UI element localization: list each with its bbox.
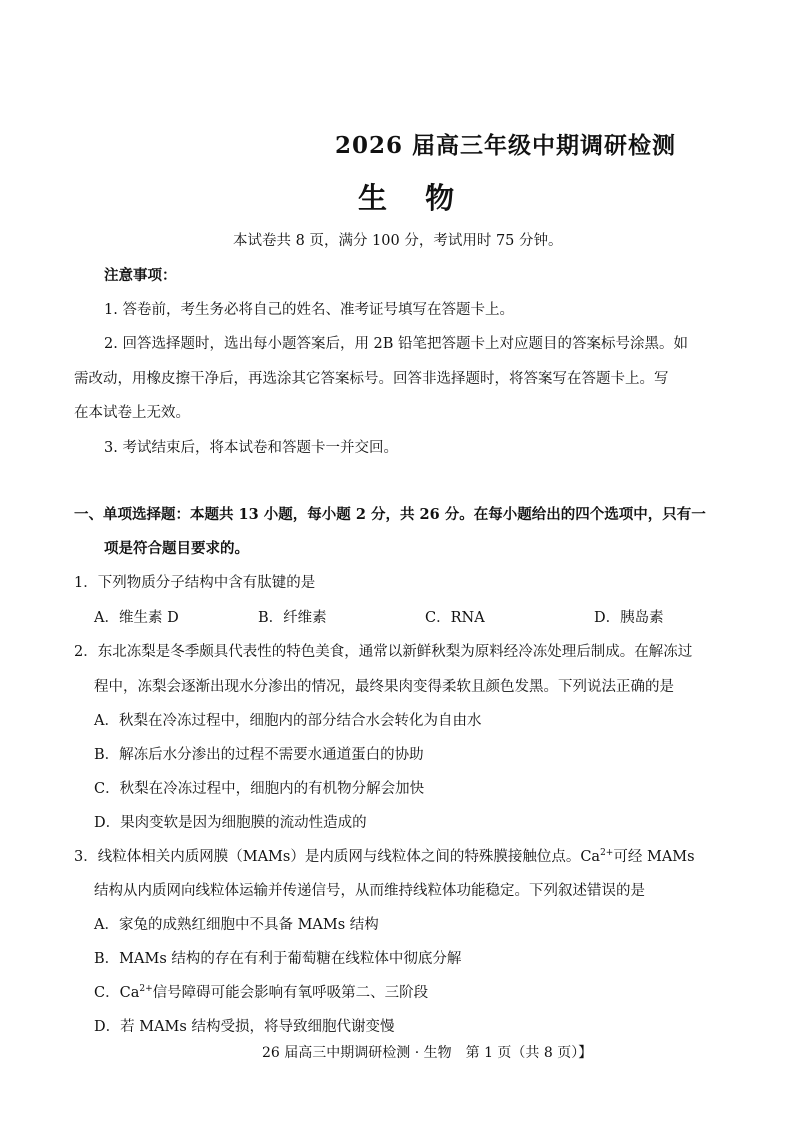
q3-stem-line-2: 结构从内质网向线粒体运输并传递信号，从而维持线粒体功能稳定。下列叙述错误的是 xyxy=(94,883,645,899)
note-2-line-1: 2. 回答选择题时，选出每小题答案后，用 2B 铅笔把答题卡上对应题目的答案标号涂黑。如 xyxy=(104,336,689,352)
q3-option-c-pre: C．Ca xyxy=(94,985,140,1001)
q3-option-c xyxy=(94,981,428,1002)
q1-stem: 1．下列物质分子结构中含有肽键的是 xyxy=(74,575,316,591)
q3-option-c-superscript: 2+ xyxy=(139,984,153,994)
q2-option-d: D．果肉变软是因为细胞膜的流动性造成的 xyxy=(94,815,367,831)
note-2-line-3: 在本试卷上无效。 xyxy=(74,405,190,421)
q3-stem-pre: 3．线粒体相关内质网膜（MAMs）是内质网与线粒体之间的特殊膜接触位点。Ca xyxy=(74,849,601,865)
subject-title: 生 物 xyxy=(358,181,469,215)
section-1-line-2: 项是符合题目要求的。 xyxy=(104,540,249,557)
page-footer: 26 届高三中期调研检测 · 生物 第 1 页（共 8 页）】 xyxy=(262,1045,593,1061)
note-1: 1. 答卷前，考生务必将自己的姓名、准考证号填写在答题卡上。 xyxy=(104,302,514,318)
q2-option-b: B．解冻后水分渗出的过程不需要水通道蛋白的协助 xyxy=(94,747,424,763)
q2-option-c: C．秋梨在冷冻过程中，细胞内的有机物分解会加快 xyxy=(94,781,425,797)
exam-title: 2026 届高三年级中期调研检测 xyxy=(335,132,677,159)
q2-stem-line-2: 程中，冻梨会逐渐出现水分渗出的情况，最终果肉变得柔软且颜色发黑。下列说法正确的是 xyxy=(94,679,674,695)
q3-option-a: A．家兔的成熟红细胞中不具备 MAMs 结构 xyxy=(94,917,379,933)
q1-option-b: B．纤维素 xyxy=(258,610,327,626)
notes-heading: 注意事项： xyxy=(104,267,177,284)
note-3: 3. 考试结束后，将本试卷和答题卡一并交回。 xyxy=(104,440,398,456)
q1-option-a: A．维生素 D xyxy=(94,610,179,626)
q3-stem-post: 可经 MAMs xyxy=(613,849,695,865)
q3-stem-line-1 xyxy=(74,845,695,866)
q2-option-a: A．秋梨在冷冻过程中，细胞内的部分结合水会转化为自由水 xyxy=(94,713,482,729)
q1-option-c: C．RNA xyxy=(425,610,485,626)
q3-stem-superscript: 2+ xyxy=(600,848,614,858)
q3-option-c-post: 信号障碍可能会影响有氧呼吸第二、三阶段 xyxy=(152,985,429,1001)
note-2-line-2: 需改动，用橡皮擦干净后，再选涂其它答案标号。回答非选择题时，将答案写在答题卡上。写 xyxy=(74,371,669,387)
section-1-line-1: 一、单项选择题：本题共 13 小题，每小题 2 分，共 26 分。在每小题给出的四个选项中，只有一 xyxy=(74,506,706,523)
q3-option-b: B．MAMs 结构的存在有利于葡萄糖在线粒体中彻底分解 xyxy=(94,951,462,967)
q3-option-d: D．若 MAMs 结构受损，将导致细胞代谢变慢 xyxy=(94,1019,395,1035)
exam-info: 本试卷共 8 页，满分 100 分，考试用时 75 分钟。 xyxy=(233,233,563,249)
q1-option-d: D．胰岛素 xyxy=(594,610,664,626)
q2-stem-line-1: 2．东北冻梨是冬季颇具代表性的特色美食，通常以新鲜秋梨为原料经冷冻处理后制成。在解冻过 xyxy=(74,644,693,660)
